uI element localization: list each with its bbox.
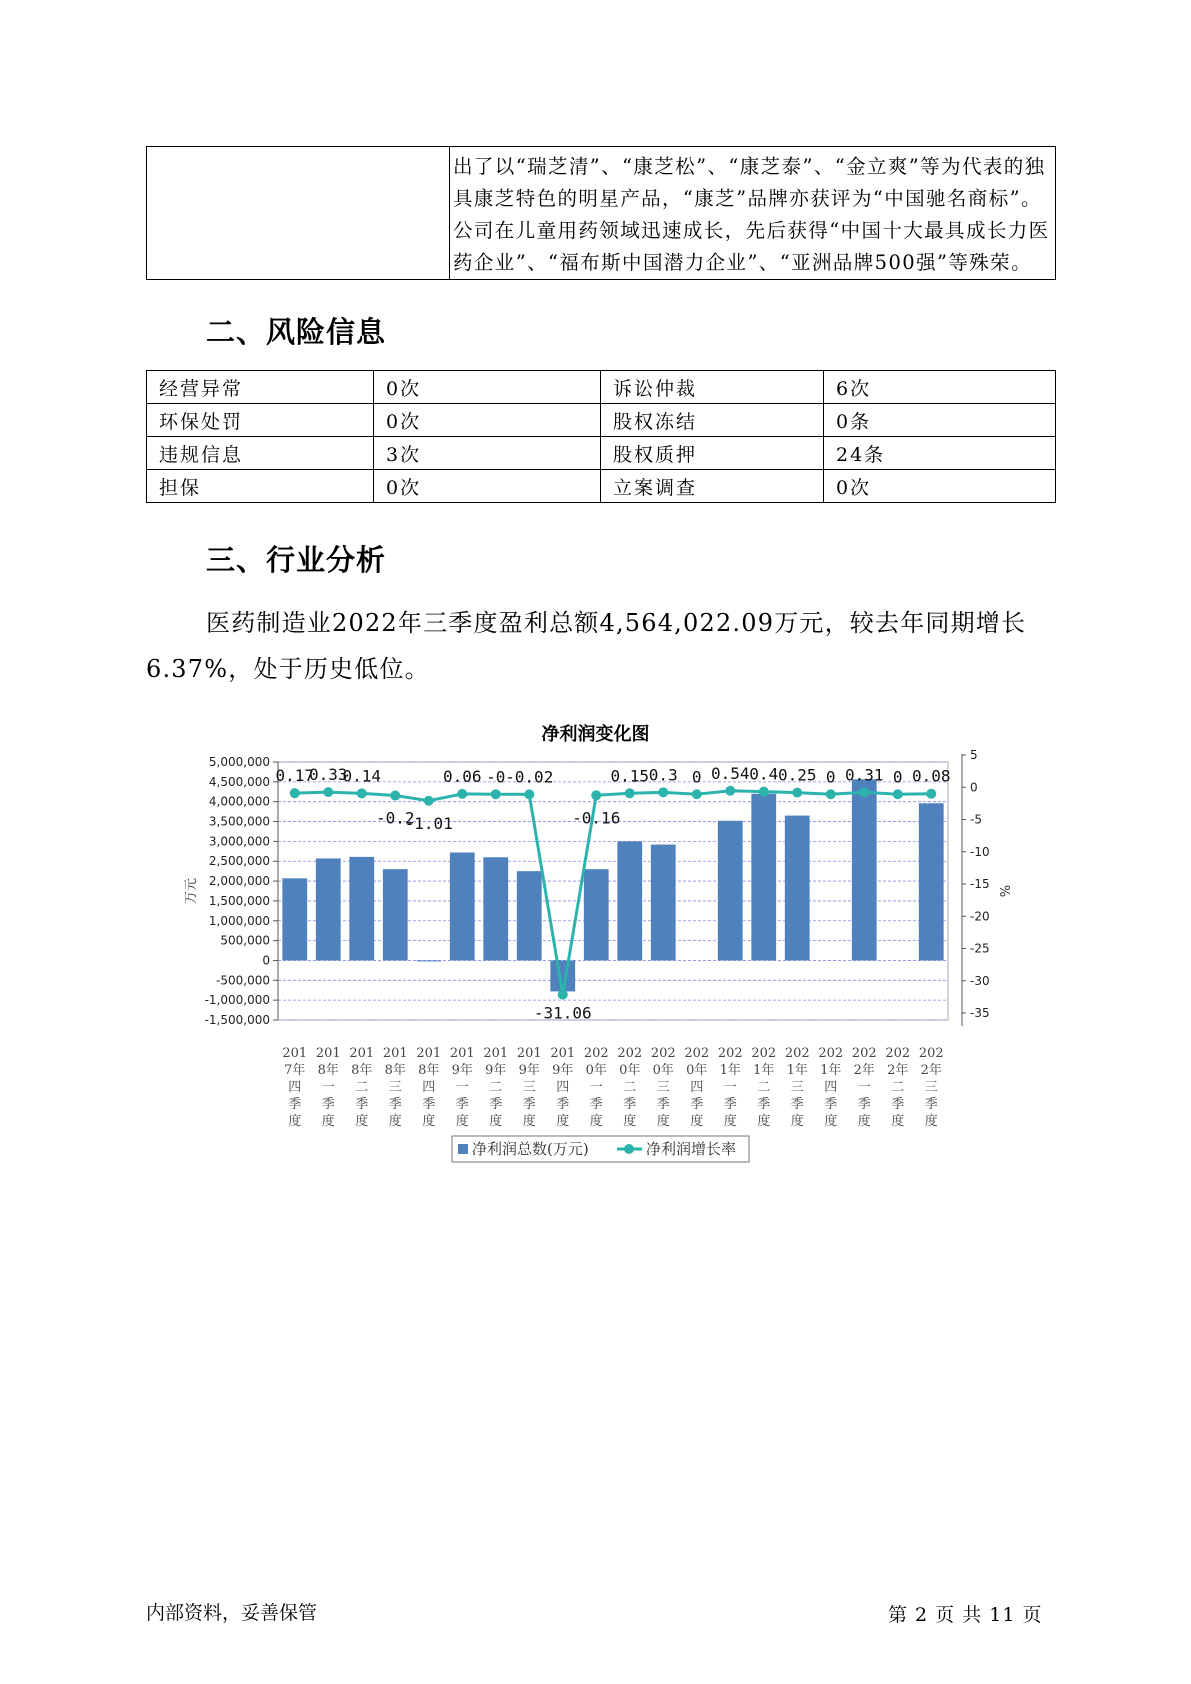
x-category-label: 二 [489,1080,503,1095]
y-left-tick-label: 1,000,000 [208,913,270,928]
y-left-tick-label: -500,000 [216,973,270,988]
x-category-label: 201 [282,1046,308,1061]
x-category-label: 9年 [451,1063,473,1078]
growth-rate-label: 0.06 [442,766,482,786]
growth-rate-point [357,788,367,798]
x-category-label: 三 [656,1080,670,1095]
x-category-label: 季 [824,1097,838,1112]
growth-rate-point [390,791,400,801]
risk-value: 0次 [824,470,1056,503]
x-category-label: 度 [422,1114,436,1129]
x-category-label: 季 [589,1097,603,1112]
x-category-label: 201 [349,1046,375,1061]
x-category-label: 202 [717,1046,743,1061]
y-left-tick-label: 4,000,000 [208,794,270,809]
growth-rate-point [926,789,936,799]
analysis-paragraph: 医药制造业2022年三季度盈利总额4,564,022.09万元，较去年同期增长6.37%，处于历史低位。 [146,609,1027,683]
x-category-label: 季 [891,1097,905,1112]
growth-rate-point [491,789,501,799]
x-category-label: 202 [918,1046,944,1061]
x-category-label: 季 [288,1097,302,1112]
x-category-label: 202 [885,1046,911,1061]
growth-rate-point [658,787,668,797]
x-category-label: 二 [891,1080,905,1095]
x-category-label: 季 [656,1097,670,1112]
growth-rate-point [323,787,333,797]
x-category-label: 度 [288,1114,302,1129]
x-category-label: 四 [690,1080,704,1095]
x-category-label: 8年 [351,1063,373,1078]
growth-rate-point [625,788,635,798]
risk-value: 0次 [374,404,601,437]
bar [450,852,475,960]
bar [919,803,944,960]
growth-rate-point [759,787,769,797]
risk-label: 诉讼仲裁 [601,371,824,404]
growth-rate-point [591,790,601,800]
x-category-label: 四 [288,1080,302,1095]
legend-bar-swatch [458,1144,468,1154]
growth-rate-label: 0.08 [911,766,951,786]
y-right-tick-label: -10 [970,844,990,859]
x-category-label: 201 [550,1046,576,1061]
risk-label: 股权冻结 [601,404,824,437]
x-category-label: 202 [650,1046,676,1061]
x-category-label: 202 [684,1046,710,1061]
growth-rate-point [457,789,467,799]
x-category-label: 201 [483,1046,509,1061]
x-category-label: 0年 [619,1063,641,1078]
x-category-label: 度 [790,1114,804,1129]
bar [584,869,609,960]
y-right-tick-label: -25 [970,941,990,956]
x-category-label: 9年 [485,1063,507,1078]
x-category-label: 度 [455,1114,469,1129]
y-left-tick-label: 1,500,000 [208,893,270,908]
plot-area [278,762,948,1020]
bar [852,779,877,960]
growth-rate-point [893,789,903,799]
bar [483,857,508,960]
y-right-tick-label: 0 [970,780,978,795]
x-category-label: 1年 [719,1063,741,1078]
growth-rate-point [792,788,802,798]
x-category-label: 度 [723,1114,737,1129]
x-category-label: 度 [824,1114,838,1129]
x-category-label: 季 [321,1097,335,1112]
x-category-label: 三 [924,1080,938,1095]
intro-table-text-cell: 出了以“瑞芝清”、“康芝松”、“康芝泰”、“金立爽”等为代表的独具康芝特色的明星产品，“康芝”品牌亦获评为“中国驰名商标”。公司在儿童用药领域迅速成长，先后获得“中国十大最具成长力医药企业”、“福布斯中国潜力企业”、“亚洲品牌500强”等殊荣。 [450,147,1056,280]
x-category-label: 201 [382,1046,408,1061]
x-category-label: 202 [617,1046,643,1061]
x-category-label: 度 [522,1114,536,1129]
x-category-label: 一 [321,1080,335,1095]
x-category-label: 四 [824,1080,838,1095]
x-category-label: 度 [355,1114,369,1129]
risk-label: 股权质押 [601,437,824,470]
y-left-tick-label: 3,000,000 [208,834,270,849]
x-category-label: 二 [355,1080,369,1095]
x-category-label: 度 [690,1114,704,1129]
growth-rate-point [725,786,735,796]
x-category-label: 8年 [384,1063,406,1078]
x-category-label: 202 [851,1046,877,1061]
risk-label: 经营异常 [147,371,374,404]
x-category-label: 一 [857,1080,871,1095]
x-category-label: 二 [623,1080,637,1095]
x-category-label: 202 [784,1046,810,1061]
growth-rate-label: -0.16 [572,808,621,828]
x-category-label: 季 [623,1097,637,1112]
x-category-label: 度 [924,1114,938,1129]
x-category-label: 0年 [652,1063,674,1078]
y-right-tick-label: -35 [970,1006,990,1020]
x-category-label: 度 [489,1114,503,1129]
y-left-tick-label: 500,000 [220,933,270,948]
footer-page-number: 第 2 页 共 11 页 [888,1604,1043,1626]
x-category-label: 9年 [552,1063,574,1078]
growth-rate-label: 0 [691,767,702,787]
risk-value: 6次 [824,371,1056,404]
x-category-label: 度 [556,1114,570,1129]
legend-line-marker [624,1144,634,1154]
y-left-tick-label: -1,500,000 [204,1013,270,1027]
x-category-label: 四 [422,1080,436,1095]
chart-title: 净利润变化图 [541,724,650,745]
risk-label: 担保 [147,470,374,503]
growth-rate-label: 0.31 [844,765,884,785]
growth-rate-label: 0.17 [275,766,315,786]
x-category-label: 202 [751,1046,777,1061]
x-category-label: 202 [818,1046,844,1061]
x-category-label: 2年 [887,1063,909,1078]
bar [416,960,441,961]
x-category-label: 202 [583,1046,609,1061]
legend-bar-label: 净利润总数(万元) [472,1140,589,1158]
x-category-label: 一 [589,1080,603,1095]
growth-rate-label: 0 [892,767,903,787]
growth-rate-label: 0.25 [777,765,817,785]
bar [349,857,374,961]
y-left-tick-label: 3,500,000 [208,814,270,829]
risk-label: 立案调查 [601,470,824,503]
x-category-label: 季 [757,1097,771,1112]
x-category-label: 9年 [518,1063,540,1078]
x-category-label: 三 [388,1080,402,1095]
x-category-label: 季 [388,1097,402,1112]
bar [751,794,776,961]
growth-rate-label: -0.2 [375,808,415,828]
x-category-label: 季 [790,1097,804,1112]
x-category-label: 0年 [585,1063,607,1078]
growth-rate-label: -0 [486,767,506,787]
growth-rate-label: 0.54 [710,763,750,783]
x-category-label: 201 [449,1046,475,1061]
growth-rate-label: 0.14 [342,766,382,786]
x-category-label: 季 [857,1097,871,1112]
risk-label: 违规信息 [147,437,374,470]
risk-label: 环保处罚 [147,404,374,437]
y-left-tick-label: 0 [262,953,270,968]
risk-value: 0次 [374,371,601,404]
y-left-tick-label: 2,500,000 [208,854,270,869]
x-category-label: 一 [455,1080,469,1095]
x-category-label: 度 [757,1114,771,1129]
x-category-label: 度 [589,1114,603,1129]
growth-rate-label: 0.4 [749,764,779,784]
x-category-label: 0年 [686,1063,708,1078]
footer-confidential-note: 内部资料，妥善保管 [146,1602,318,1624]
x-category-label: 2年 [853,1063,875,1078]
growth-rate-point [290,788,300,798]
x-category-label: 二 [757,1080,771,1095]
x-category-label: 季 [455,1097,469,1112]
y-right-tick-label: -15 [970,877,990,891]
x-category-label: 8年 [317,1063,339,1078]
bar [651,845,676,961]
bar [617,841,642,960]
risk-value: 24条 [824,437,1056,470]
growth-rate-label: 0 [825,767,836,787]
growth-rate-point [692,789,702,799]
x-category-label: 1年 [786,1063,808,1078]
x-category-label: 季 [556,1097,570,1112]
risk-value: 3次 [374,437,601,470]
growth-rate-label: -1.01 [404,813,453,833]
growth-rate-point [424,796,434,806]
y-right-tick-label: -30 [970,973,990,988]
growth-rate-label: 0.3 [648,765,678,785]
bar [517,871,542,960]
x-category-label: 度 [623,1114,637,1129]
y-left-tick-label: 4,500,000 [208,774,270,789]
y-left-tick-label: 2,000,000 [208,874,270,889]
x-category-label: 季 [355,1097,369,1112]
bar [383,869,408,960]
x-category-label: 季 [522,1097,536,1112]
x-category-label: 一 [723,1080,737,1095]
x-category-label: 度 [891,1114,905,1129]
growth-rate-point [826,789,836,799]
risk-value: 0次 [374,470,601,503]
x-category-label: 201 [416,1046,442,1061]
x-category-label: 度 [388,1114,402,1129]
x-category-label: 1年 [820,1063,842,1078]
x-category-label: 度 [857,1114,871,1129]
x-category-label: 季 [489,1097,503,1112]
x-category-label: 四 [556,1080,570,1095]
growth-rate-point [859,787,869,797]
x-category-label: 7年 [284,1063,306,1078]
y-right-tick-label: -20 [970,909,990,924]
x-category-label: 季 [924,1097,938,1112]
legend-line-label: 净利润增长率 [646,1140,737,1158]
growth-rate-label: 0.33 [308,765,348,785]
y-right-tick-label: -5 [970,812,982,827]
growth-rate-label: 0.15 [610,766,650,786]
y-left-tick-label: 5,000,000 [208,755,270,769]
growth-rate-label: -0.02 [505,767,554,787]
x-category-label: 季 [690,1097,704,1112]
growth-rate-label: -31.06 [533,1003,592,1023]
x-category-label: 季 [422,1097,436,1112]
x-category-label: 三 [790,1080,804,1095]
bar [282,878,307,960]
bar [785,816,810,961]
growth-rate-point [524,789,534,799]
growth-rate-point [558,990,568,1000]
x-category-label: 三 [522,1080,536,1095]
x-category-label: 201 [315,1046,341,1061]
bar [316,858,341,960]
risk-value: 0条 [824,404,1056,437]
x-category-label: 季 [723,1097,737,1112]
x-category-label: 2年 [920,1063,942,1078]
x-category-label: 1年 [753,1063,775,1078]
y-right-axis-label: % [996,884,1011,898]
y-right-tick-label: 5 [970,748,978,762]
bar [718,821,743,961]
x-category-label: 度 [321,1114,335,1129]
y-left-axis-label: 万元 [184,877,199,905]
x-category-label: 8年 [418,1063,440,1078]
x-category-label: 201 [516,1046,542,1061]
y-left-tick-label: -1,000,000 [204,993,270,1008]
section-title-risk: 二、风险信息 [206,315,387,349]
x-category-label: 度 [656,1114,670,1129]
section-title-industry: 三、行业分析 [206,543,387,577]
